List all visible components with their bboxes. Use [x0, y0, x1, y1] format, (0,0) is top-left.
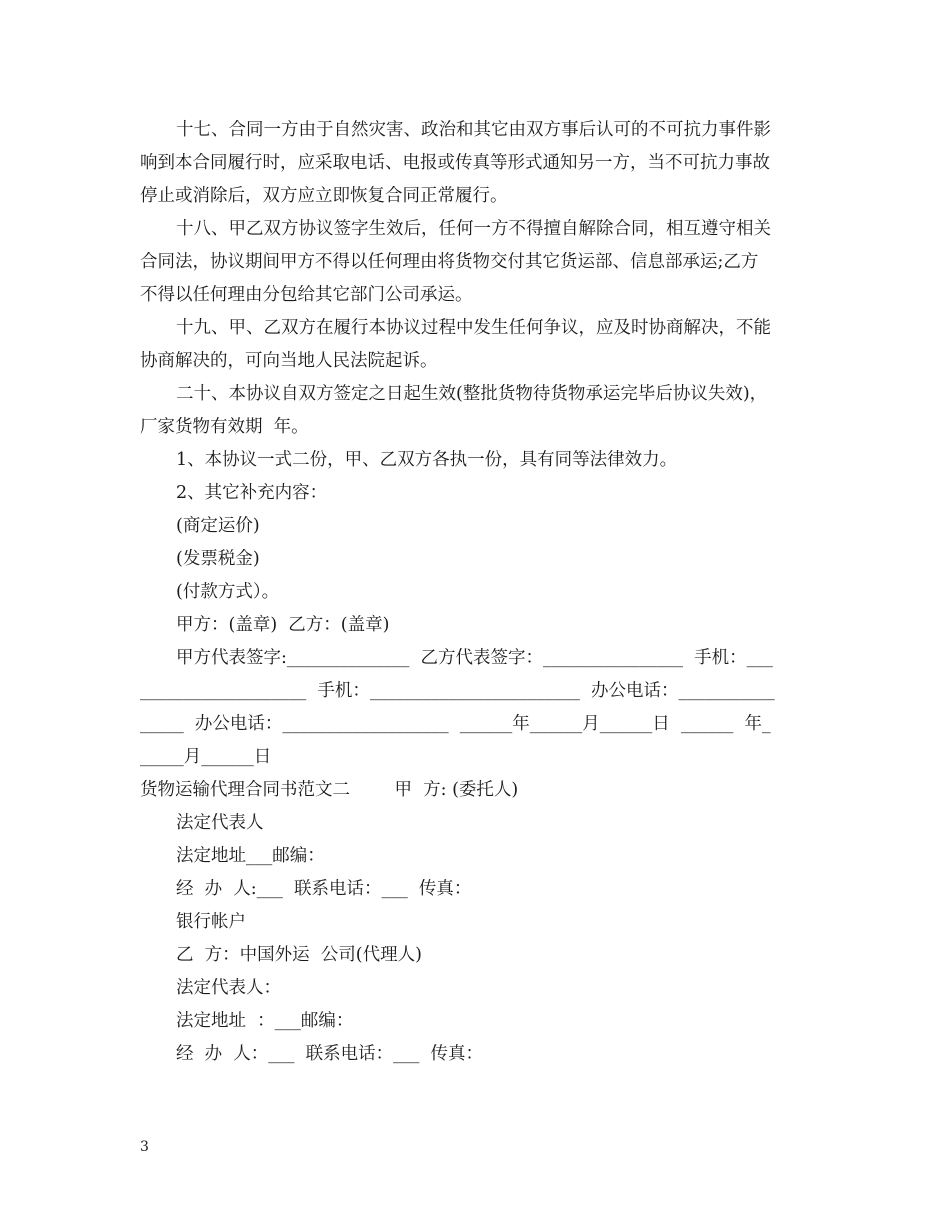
text-line: 经 办 人：___ 联系电话：___ 传真：	[176, 1044, 484, 1064]
text-line: 响到本合同履行时，应采取电话、电报或传真等形式通知另一方，当不可抗力事故	[140, 153, 770, 173]
text-line: 法定地址 ：___邮编：	[176, 1011, 354, 1031]
text-line: 法定代表人	[176, 813, 264, 833]
text-line: 十七、合同一方由于自然灾害、政治和其它由双方事后认可的不可抗力事件影	[176, 120, 771, 140]
signature-line: _____ 办公电话：___________________ ______年______月______日 ______ 年_	[140, 714, 771, 734]
signature-line: 甲方代表签字:______________ 乙方代表签字：________________ 手机：___	[176, 648, 773, 668]
signature-line: _____月______日	[140, 747, 272, 767]
text-line: 2、其它补充内容：	[176, 483, 328, 503]
text-line: 十八、甲乙双方协议签字生效后，任何一方不得擅自解除合同，相互遵守相关	[176, 219, 771, 239]
text-line: (商定运价)	[176, 516, 260, 536]
signature-line: ___________________ 手机：________________________ 办公电话：___________	[140, 681, 775, 701]
text-line: 经 办 人:___ 联系电话：___ 传真：	[176, 879, 472, 899]
text-line: 甲方：(盖章) 乙方：(盖章)	[176, 615, 390, 635]
text-line: (发票税金)	[176, 549, 260, 569]
text-line: 银行帐户	[176, 912, 246, 932]
text-line: 1、本协议一式二份，甲、乙双方各执一份，具有同等法律效力。	[176, 450, 678, 470]
section-title: 货物运输代理合同书范文二 甲 方: (委托人)	[140, 780, 519, 800]
text-line: 法定地址___邮编：	[176, 846, 325, 866]
text-line: 十九、甲、乙双方在履行本协议过程中发生任何争议，应及时协商解决，不能	[176, 318, 771, 338]
text-line: 协商解决的，可向当地人民法院起诉。	[140, 351, 438, 371]
document-body	[140, 114, 812, 1071]
text-line: 法定代表人：	[176, 978, 281, 998]
text-line: 二十、本协议自双方签定之日起生效(整批货物待货物承运完毕后协议失效)，	[176, 384, 768, 404]
text-line: 厂家货物有效期 年。	[140, 417, 309, 437]
page-number: 3	[140, 1139, 149, 1155]
text-line: (付款方式）。	[176, 582, 280, 602]
text-line: 合同法，协议期间甲方不得以任何理由将货物交付其它货运部、信息部承运;乙方	[140, 252, 759, 272]
text-line: 乙 方：中国外运 公司(代理人)	[176, 945, 422, 965]
text-line: 不得以任何理由分包给其它部门公司承运。	[140, 285, 473, 305]
text-line: 停止或消除后，双方应立即恢复合同正常履行。	[140, 186, 508, 206]
